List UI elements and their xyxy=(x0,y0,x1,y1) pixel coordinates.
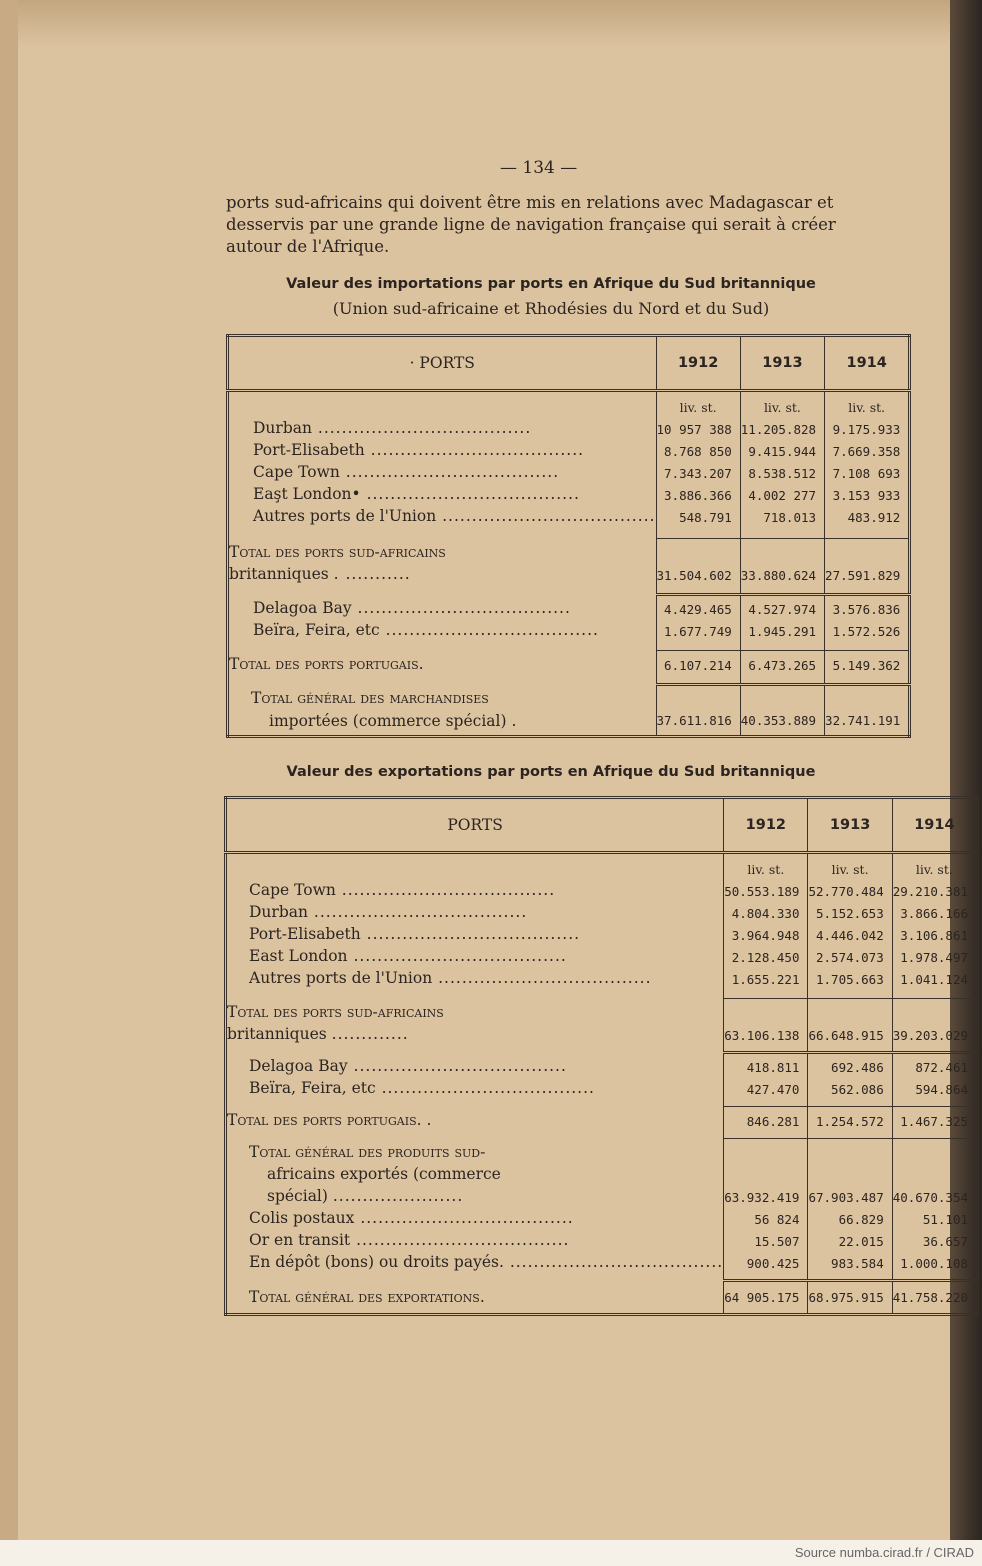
port-label: Durban xyxy=(253,418,312,437)
value-cell: 1.254.572 xyxy=(808,1107,892,1129)
value-cell: 68.975.915 xyxy=(808,1281,892,1315)
value-cell: 1.705.663 xyxy=(808,965,892,987)
port-label: Durban xyxy=(249,902,308,921)
table-row: Delagoa Bay .................................... 418.811 692.486 872.461 xyxy=(226,1053,978,1075)
value-cell: 27.591.829 xyxy=(825,561,910,583)
table-row: Beïra, Feira, etc .................................... 1.677.749 1.945.291 1.572.526 xyxy=(228,617,910,639)
value-cell: 66.829 xyxy=(808,1205,892,1227)
total-row xyxy=(226,999,978,1021)
total-label: Total général des marchandises xyxy=(251,688,489,707)
unit-label: liv. st. xyxy=(724,853,808,877)
value-cell: 67.903.487 xyxy=(808,1183,892,1205)
value-cell: 63.932.419 xyxy=(724,1183,808,1205)
value-cell: 32.741.191 xyxy=(825,707,910,737)
table-row: Cape Town .................................... 50.553.189 52.770.484 29.210.381 xyxy=(226,877,978,899)
table-row: Eaşt London• .................................... 3.886.366 4.002 277 3.153 933 xyxy=(228,481,910,503)
page-left-edge xyxy=(0,0,18,1540)
value-cell: 1.572.526 xyxy=(825,617,910,639)
value-cell: 9.175.933 xyxy=(825,415,910,437)
value-cell: 4.446.042 xyxy=(808,921,892,943)
value-cell: 1.677.749 xyxy=(656,617,740,639)
total-label: spécial) xyxy=(267,1186,328,1205)
port-label: East London xyxy=(249,946,348,965)
total-row xyxy=(228,651,910,673)
page-number: — 134 — xyxy=(500,158,578,178)
value-cell: 7.343.207 xyxy=(656,459,740,481)
value-cell: 51.101 xyxy=(892,1205,977,1227)
table-row: Cape Town .................................... 7.343.207 8.538.512 7.108 693 xyxy=(228,459,910,481)
value-cell: 33.880.624 xyxy=(740,561,824,583)
value-cell: 40.353.889 xyxy=(740,707,824,737)
value-cell: 718.013 xyxy=(740,503,824,525)
total-label: Total des ports sud-africains xyxy=(227,1002,444,1021)
value-cell: 3.576.836 xyxy=(825,595,910,617)
total-row xyxy=(228,539,910,561)
value-cell: 1.000.108 xyxy=(892,1249,977,1271)
table-row: Or en transit .................................... 15.507 22.015 36.657 xyxy=(226,1227,978,1249)
value-cell: 562.086 xyxy=(808,1075,892,1097)
value-cell: 3.866.166 xyxy=(892,899,977,921)
total-label: Total des ports portugais. xyxy=(229,654,424,673)
port-label: Port-Elisabeth xyxy=(249,924,361,943)
value-cell: 64 905.175 xyxy=(724,1281,808,1315)
port-label: Autres ports de l'Union xyxy=(253,506,437,525)
unit-label: liv. st. xyxy=(808,853,892,877)
value-cell: 56 824 xyxy=(724,1205,808,1227)
year-header: 1912 xyxy=(656,336,740,391)
value-cell: 983.584 xyxy=(808,1249,892,1271)
table-row: Durban .................................... 4.804.330 5.152.653 3.866.166 xyxy=(226,899,978,921)
port-label: Eaşt London• xyxy=(253,484,361,503)
value-cell: 1.945.291 xyxy=(740,617,824,639)
value-cell: 2.128.450 xyxy=(724,943,808,965)
value-cell: 4.002 277 xyxy=(740,481,824,503)
port-label: Beïra, Feira, etc xyxy=(249,1078,376,1097)
value-cell: 6.107.214 xyxy=(656,651,740,673)
value-cell: 41.758.220 xyxy=(892,1281,977,1315)
total-label: britanniques xyxy=(227,1024,327,1043)
total-row xyxy=(226,1107,978,1129)
table-row: East London .................................... 2.128.450 2.574.073 1.978.497 xyxy=(226,943,978,965)
value-cell: 5.152.653 xyxy=(808,899,892,921)
total-label: importées (commerce spécial) . xyxy=(269,711,517,730)
value-cell: 872.461 xyxy=(892,1053,977,1075)
value-cell: 3.153 933 xyxy=(825,481,910,503)
grand-total-row xyxy=(228,707,910,737)
value-cell: 63.106.138 xyxy=(724,1021,808,1043)
table-row: Delagoa Bay .................................... 4.429.465 4.527.974 3.576.836 xyxy=(228,595,910,617)
total-label: Total des ports portugais. . xyxy=(227,1110,432,1129)
total-row xyxy=(226,1161,978,1183)
value-cell: 427.470 xyxy=(724,1075,808,1097)
port-label: Autres ports de l'Union xyxy=(249,968,433,987)
intro-line: autour de l'Afrique. xyxy=(226,237,390,256)
table-row: Port-Elisabeth .................................... 8.768 850 9.415.944 7.669.358 xyxy=(228,437,910,459)
value-cell: 22.015 xyxy=(808,1227,892,1249)
header-row xyxy=(228,336,910,391)
grand-total-row xyxy=(226,1281,978,1315)
total-label: africains exportés (commerce xyxy=(267,1164,501,1183)
value-cell: 52.770.484 xyxy=(808,877,892,899)
value-cell: 4.804.330 xyxy=(724,899,808,921)
total-row: spécial) ...................... 63.932.419 67.903.487 40.670.354 xyxy=(226,1183,978,1205)
value-cell: 15.507 xyxy=(724,1227,808,1249)
value-cell: 1.655.221 xyxy=(724,965,808,987)
value-cell: 36.657 xyxy=(892,1227,977,1249)
intro-line: ports sud-africains qui doivent être mis en relations avec Madagascar et xyxy=(226,193,834,212)
header-row xyxy=(226,798,978,853)
port-label: Or en transit xyxy=(249,1230,351,1249)
unit-label: liv. st. xyxy=(892,853,977,877)
value-cell: 39.203.029 xyxy=(892,1021,977,1043)
table-row: Port-Elisabeth .................................... 3.964.948 4.446.042 3.106.861 xyxy=(226,921,978,943)
total-row: britanniques . ........... 31.504.602 33.880.624 27.591.829 xyxy=(228,561,910,583)
value-cell: 692.486 xyxy=(808,1053,892,1075)
total-label: Total des ports sud-africains xyxy=(229,542,446,561)
port-label: Delagoa Bay xyxy=(249,1056,348,1075)
exports-title: Valeur des exportations par ports en Afrique du Sud britannique xyxy=(286,764,816,780)
port-label: Port-Elisabeth xyxy=(253,440,365,459)
value-cell: 4.429.465 xyxy=(656,595,740,617)
ports-header: PORTS xyxy=(226,798,724,853)
value-cell: 900.425 xyxy=(724,1249,808,1271)
table-row: Beïra, Feira, etc .................................... 427.470 562.086 594.864 xyxy=(226,1075,978,1097)
port-label: Cape Town xyxy=(249,880,336,899)
value-cell: 1.467.325 xyxy=(892,1107,977,1129)
port-label: Cape Town xyxy=(253,462,340,481)
intro-line: desservis par une grande ligne de navigation française qui serait à créer xyxy=(226,215,836,234)
table-row: Autres ports de l'Union .................................... 548.791 718.013 483.912 xyxy=(228,503,910,525)
table-row: Durban .................................... 10 957 388 11.205.828 9.175.933 xyxy=(228,415,910,437)
port-label: Delagoa Bay xyxy=(253,598,352,617)
value-cell: 548.791 xyxy=(656,503,740,525)
year-header: 1914 xyxy=(892,798,977,853)
exports-table xyxy=(224,796,979,1316)
value-cell: 7.108 693 xyxy=(825,459,910,481)
imports-table xyxy=(226,334,911,738)
value-cell: 3.886.366 xyxy=(656,481,740,503)
value-cell: 40.670.354 xyxy=(892,1183,977,1205)
year-header: 1913 xyxy=(808,798,892,853)
value-cell: 2.574.073 xyxy=(808,943,892,965)
value-cell: 1.978.497 xyxy=(892,943,977,965)
year-header: 1914 xyxy=(825,336,910,391)
imports-subtitle: (Union sud-africaine et Rhodésies du Nord et du Sud) xyxy=(332,299,770,318)
value-cell: 846.281 xyxy=(724,1107,808,1129)
grand-total-row xyxy=(228,685,910,707)
value-cell: 4.527.974 xyxy=(740,595,824,617)
value-cell: 418.811 xyxy=(724,1053,808,1075)
imports-title: Valeur des importations par ports en Afrique du Sud britannique xyxy=(286,276,816,292)
value-cell: 7.669.358 xyxy=(825,437,910,459)
value-cell: 8.768 850 xyxy=(656,437,740,459)
total-label: britanniques xyxy=(229,564,329,583)
value-cell: 50.553.189 xyxy=(724,877,808,899)
value-cell: 5.149.362 xyxy=(825,651,910,673)
value-cell: 483.912 xyxy=(825,503,910,525)
value-cell: 11.205.828 xyxy=(740,415,824,437)
total-row xyxy=(226,1139,978,1161)
port-label: Colis postaux xyxy=(249,1208,355,1227)
unit-label: liv. st. xyxy=(825,391,910,415)
unit-row xyxy=(226,853,978,877)
port-label: Beïra, Feira, etc xyxy=(253,620,380,639)
table-row: En dépôt (bons) ou droits payés. .................................... 900.425 983.584 1.000.108 xyxy=(226,1249,978,1271)
total-row: britanniques ............. 63.106.138 66.648.915 39.203.029 xyxy=(226,1021,978,1043)
unit-label: liv. st. xyxy=(656,391,740,415)
intro-paragraph xyxy=(226,192,876,258)
total-label: Total général des exportations. xyxy=(249,1287,485,1306)
value-cell: 8.538.512 xyxy=(740,459,824,481)
value-cell: 66.648.915 xyxy=(808,1021,892,1043)
value-cell: 3.964.948 xyxy=(724,921,808,943)
value-cell: 594.864 xyxy=(892,1075,977,1097)
value-cell: 1.041.124 xyxy=(892,965,977,987)
ports-header: · PORTS xyxy=(228,336,657,391)
value-cell: 9.415.944 xyxy=(740,437,824,459)
total-label: Total général des produits sud- xyxy=(249,1142,486,1161)
value-cell: 3.106.861 xyxy=(892,921,977,943)
value-cell: 31.504.602 xyxy=(656,561,740,583)
value-cell: 37.611.816 xyxy=(656,707,740,737)
unit-row xyxy=(228,391,910,415)
table-row: Autres ports de l'Union .................................... 1.655.221 1.705.663 1.041.124 xyxy=(226,965,978,987)
unit-label: liv. st. xyxy=(740,391,824,415)
value-cell: 29.210.381 xyxy=(892,877,977,899)
source-credit: Source numba.cirad.fr / CIRAD xyxy=(794,1545,974,1560)
page-top-shadow xyxy=(0,0,950,48)
value-cell: 10 957 388 xyxy=(656,415,740,437)
value-cell: 6.473.265 xyxy=(740,651,824,673)
year-header: 1913 xyxy=(740,336,824,391)
year-header: 1912 xyxy=(724,798,808,853)
port-label: En dépôt (bons) ou droits payés. xyxy=(249,1252,504,1271)
table-row: Colis postaux .................................... 56 824 66.829 51.101 xyxy=(226,1205,978,1227)
